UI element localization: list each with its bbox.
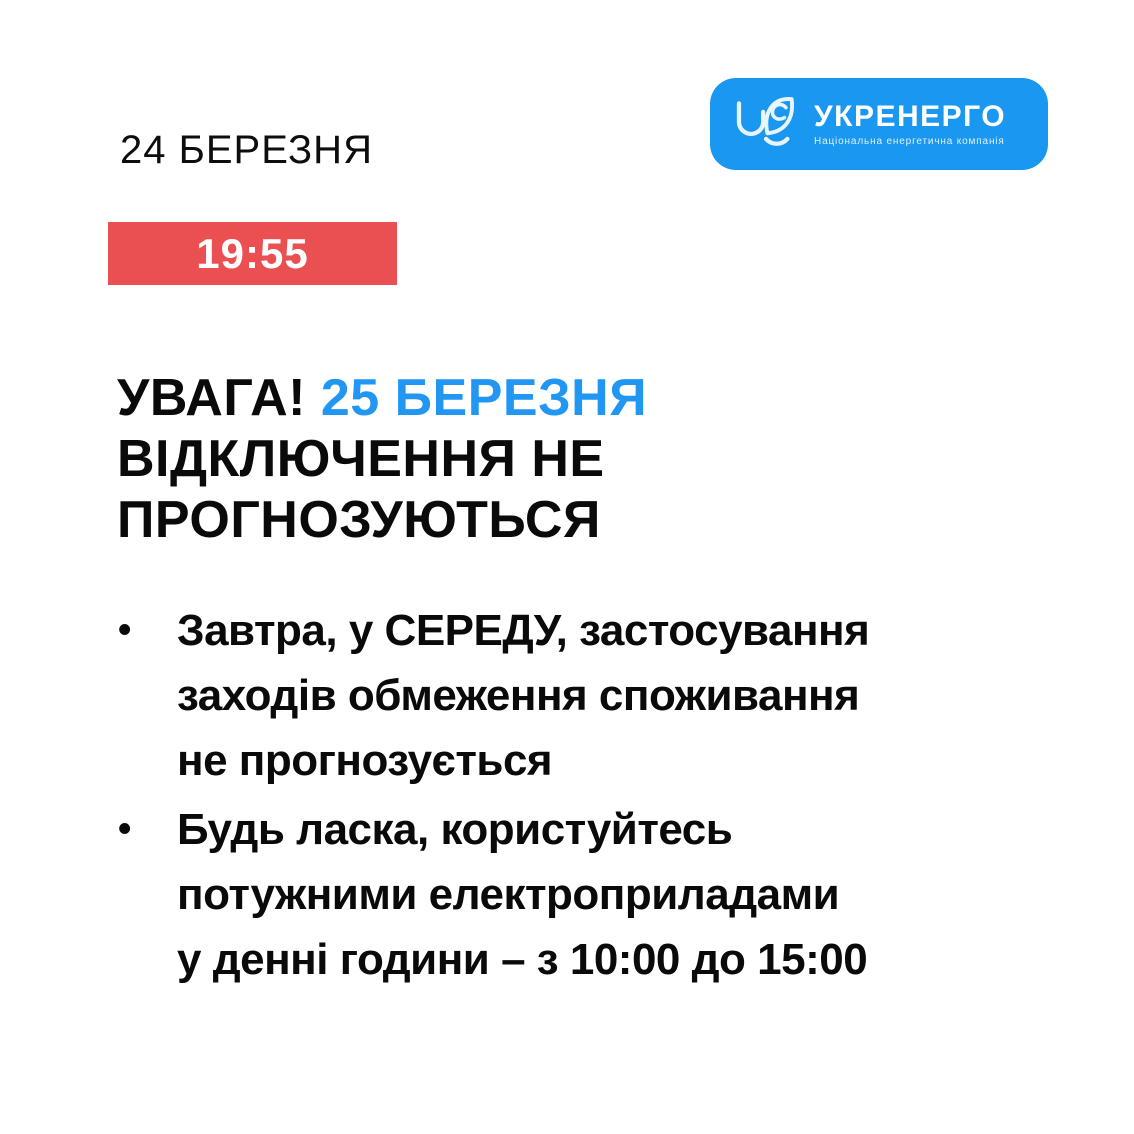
bullet-2-line-1: Будь ласка, користуйтесь bbox=[177, 805, 733, 854]
ukrenergo-logo-badge bbox=[710, 78, 1048, 170]
headline-line-2: ВІДКЛЮЧЕННЯ НЕ bbox=[117, 430, 605, 488]
bullet-text-block bbox=[177, 598, 1018, 793]
time-badge-text: 19:55 bbox=[196, 229, 309, 277]
time-badge bbox=[108, 222, 397, 285]
bullet-marker: • bbox=[118, 609, 132, 651]
bullet-list bbox=[118, 598, 1018, 996]
ukrenergo-leaf-u-icon bbox=[730, 92, 802, 156]
bullet-item-1 bbox=[118, 598, 1018, 793]
bullet-text-block bbox=[177, 797, 1018, 992]
bullet-item-2 bbox=[118, 797, 1018, 992]
headline-line-3: ПРОГНОЗУЮТЬСЯ bbox=[117, 491, 601, 549]
bullet-2-line-2: потужними електроприладами bbox=[177, 870, 840, 919]
bullet-2-line-3: у денні години – з 10:00 до 15:00 bbox=[177, 935, 868, 984]
headline-attention: УВАГА! bbox=[117, 369, 321, 427]
bullet-1-line-2: заходів обмеження споживання bbox=[177, 671, 860, 720]
logo-company-name: УКРЕНЕРГО bbox=[814, 99, 1007, 133]
logo-text-block bbox=[814, 101, 1006, 148]
headline bbox=[117, 368, 837, 551]
logo-tagline: Національна енергетична компанія bbox=[814, 136, 1005, 148]
headline-line-1 bbox=[117, 368, 837, 429]
headline-date-blue: 25 БЕРЕЗНЯ bbox=[320, 369, 648, 427]
bullet-1-line-3: не прогнозується bbox=[177, 736, 553, 785]
bullet-marker: • bbox=[118, 808, 132, 850]
date-label: 24 БЕРЕЗНЯ bbox=[120, 128, 373, 172]
bullet-1-line-1: Завтра, у СЕРЕДУ, застосування bbox=[177, 606, 870, 655]
